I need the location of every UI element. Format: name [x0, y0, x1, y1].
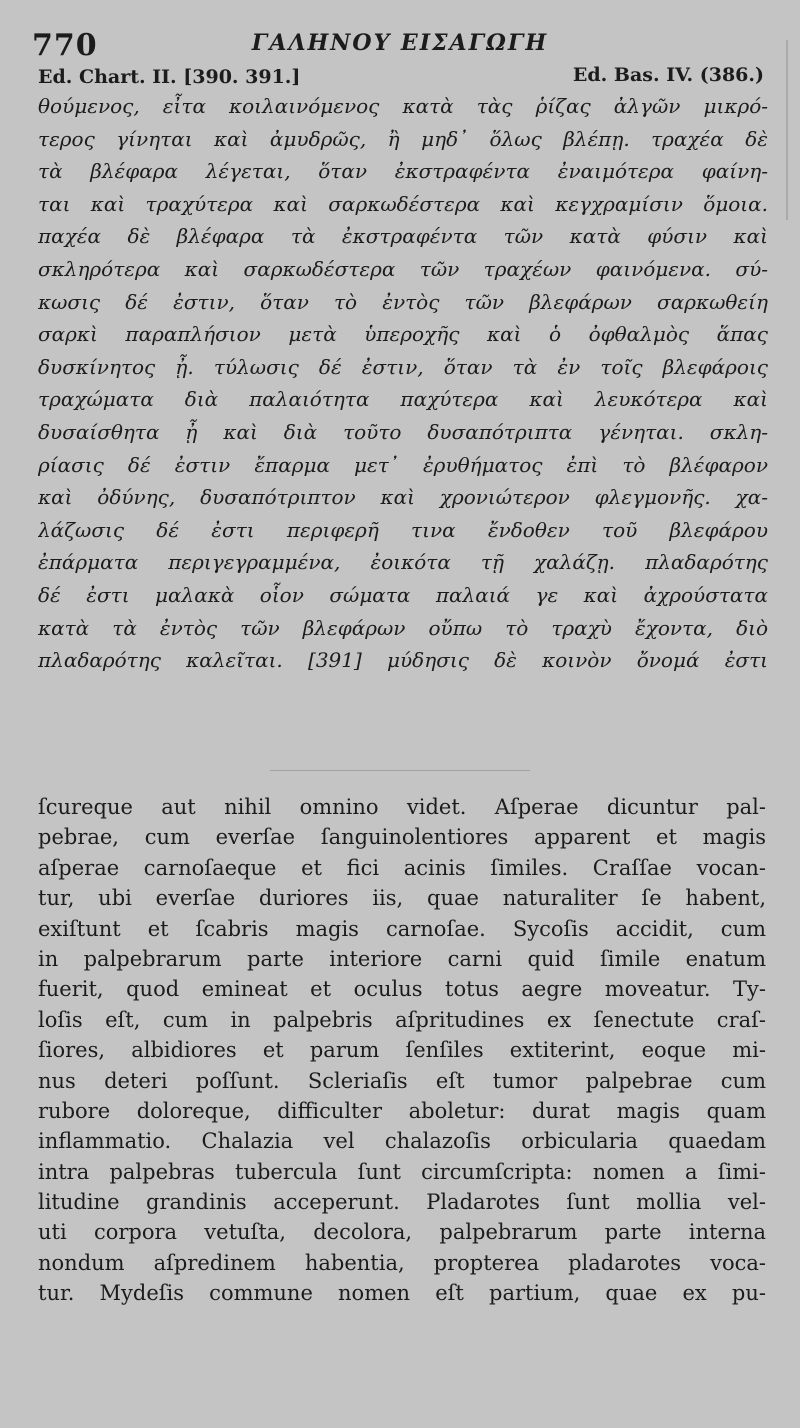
margin-mark [786, 40, 788, 220]
greek-line: κωσις δέ ἐστιν, ὅταν τὸ ἐντὸς τῶν βλεφάρων σαρκωθείη [38, 289, 768, 314]
latin-line: loſis eſt, cum in palpebris aſpritudines ex ſenectute craſ- [38, 1007, 766, 1032]
running-title: ΓΑΛΗΝΟΥ ΕΙΣΑΓΩΓΗ [251, 30, 549, 56]
latin-line: pebrae, cum everſae ſanguinolentiores apparent et magis [38, 825, 766, 850]
latin-line: in palpebrarum parte interiore carni quid ſimile enatum [38, 946, 766, 971]
latin-line: uti corpora vetuſta, decolora, palpebrarum parte interna [38, 1220, 766, 1245]
greek-line: τὰ βλέφαρα λέγεται, ὅταν ἐκστραφέντα ἐναιμότερα φαίνη- [38, 159, 768, 184]
greek-text-block [38, 90, 768, 677]
latin-line: intra palpebras tubercula ſunt circumſcripta: nomen a ſimi- [38, 1159, 766, 1184]
greek-line: παχέα δὲ βλέφαρα τὰ ἐκστραφέντα τῶν κατὰ φύσιν καὶ [38, 224, 768, 249]
latin-line: nondum aſpredinem habentia, propterea pladarotes voca- [38, 1250, 766, 1275]
greek-line: δυσαίσθητα ᾖ καὶ διὰ τοῦτο δυσαπότριπτα γένηται. σκλη- [38, 419, 768, 444]
greek-line: καὶ ὀδύνης, δυσαπότριπτον καὶ χρονιώτερον φλεγμονῆς. χα- [38, 485, 768, 510]
page-number: 770 [32, 28, 98, 63]
greek-line: ται καὶ τραχύτερα καὶ σαρκωδέστερα καὶ κεγχραμίσιν ὅμοια. [38, 191, 768, 216]
greek-line: σκληρότερα καὶ σαρκωδέστερα τῶν τραχέων φαινόμενα. σύ- [38, 256, 768, 281]
edition-reference-left: Ed. Chart. II. [390. 391.] [38, 66, 301, 88]
greek-line: δυσκίνητος ᾖ. τύλωσις δέ ἐστιν, ὅταν τὰ ἐν τοῖς βλεφάροις [38, 354, 768, 379]
latin-line: tur. Mydeſis commune nomen eſt partium, quae ex pu- [38, 1281, 766, 1306]
greek-line: πλαδαρότης καλεῖται. [391] μύδησις δὲ κοινὸν ὄνομά ἐστι [38, 648, 768, 673]
greek-line: τερος γίνηται καὶ ἀμυδρῶς, ἢ μηδ᾽ ὅλως βλέπῃ. τραχέα δὲ [38, 126, 768, 151]
section-divider [270, 770, 530, 771]
latin-line: tur, ubi everſae duriores iis, quae naturaliter ſe habent, [38, 886, 766, 911]
greek-line: κατὰ τὰ ἐντὸς τῶν βλεφάρων οὔπω τὸ τραχὺ ἔχοντα, διὸ [38, 615, 768, 640]
latin-text-block [38, 792, 766, 1309]
latin-line: fuerit, quod emineat et oculus totus aegre moveatur. Ty- [38, 977, 766, 1002]
greek-line: ρίασις δέ ἐστιν ἔπαρμα μετ᾽ ἐρυθήματος ἐπὶ τὸ βλέφαρον [38, 452, 768, 477]
edition-reference-right: Ed. Bas. IV. (386.) [572, 64, 764, 86]
latin-line: nus deteri poſſunt. Scleriaſis eſt tumor palpebrae cum [38, 1068, 766, 1093]
greek-line: θούμενος, εἶτα κοιλαινόμενος κατὰ τὰς ῥίζας ἀλγῶν μικρό- [38, 94, 768, 118]
latin-line: rubore doloreque, difficulter aboletur: durat magis quam [38, 1098, 766, 1123]
latin-line: aſperae carnoſaeque et fici acinis ſimiles. Craſſae vocan- [38, 855, 766, 880]
latin-line: exiſtunt et ſcabris magis carnoſae. Sycoſis accidit, cum [38, 916, 766, 941]
greek-line: τραχώματα διὰ παλαιότητα παχύτερα καὶ λευκότερα καὶ [38, 387, 768, 412]
greek-line: ἐπάρματα περιγεγραμμένα, ἐοικότα τῇ χαλάζῃ. πλαδαρότης [38, 550, 768, 575]
latin-line: ſcureque aut nihil omnino videt. Aſperae dicuntur pal- [38, 795, 766, 819]
greek-line: λάζωσις δέ ἐστι περιφερῆ τινα ἔνδοθεν τοῦ βλεφάρου [38, 517, 768, 542]
latin-line: inflammatio. Chalazia vel chalazoſis orbicularia quaedam [38, 1129, 766, 1154]
greek-line: δέ ἐστι μαλακὰ οἷον σώματα παλαιά γε καὶ ἀχρούστατα [38, 582, 768, 607]
latin-line: ſiores, albidiores et parum ſenſiles extiterint, eoque mi- [38, 1038, 766, 1063]
greek-line: σαρκὶ παραπλήσιον μετὰ ὑπεροχῆς καὶ ὁ ὀφθαλμὸς ἅπας [38, 322, 768, 347]
page-header [0, 0, 800, 100]
latin-line: litudine grandinis acceperunt. Pladarotes ſunt mollia vel- [38, 1190, 766, 1215]
